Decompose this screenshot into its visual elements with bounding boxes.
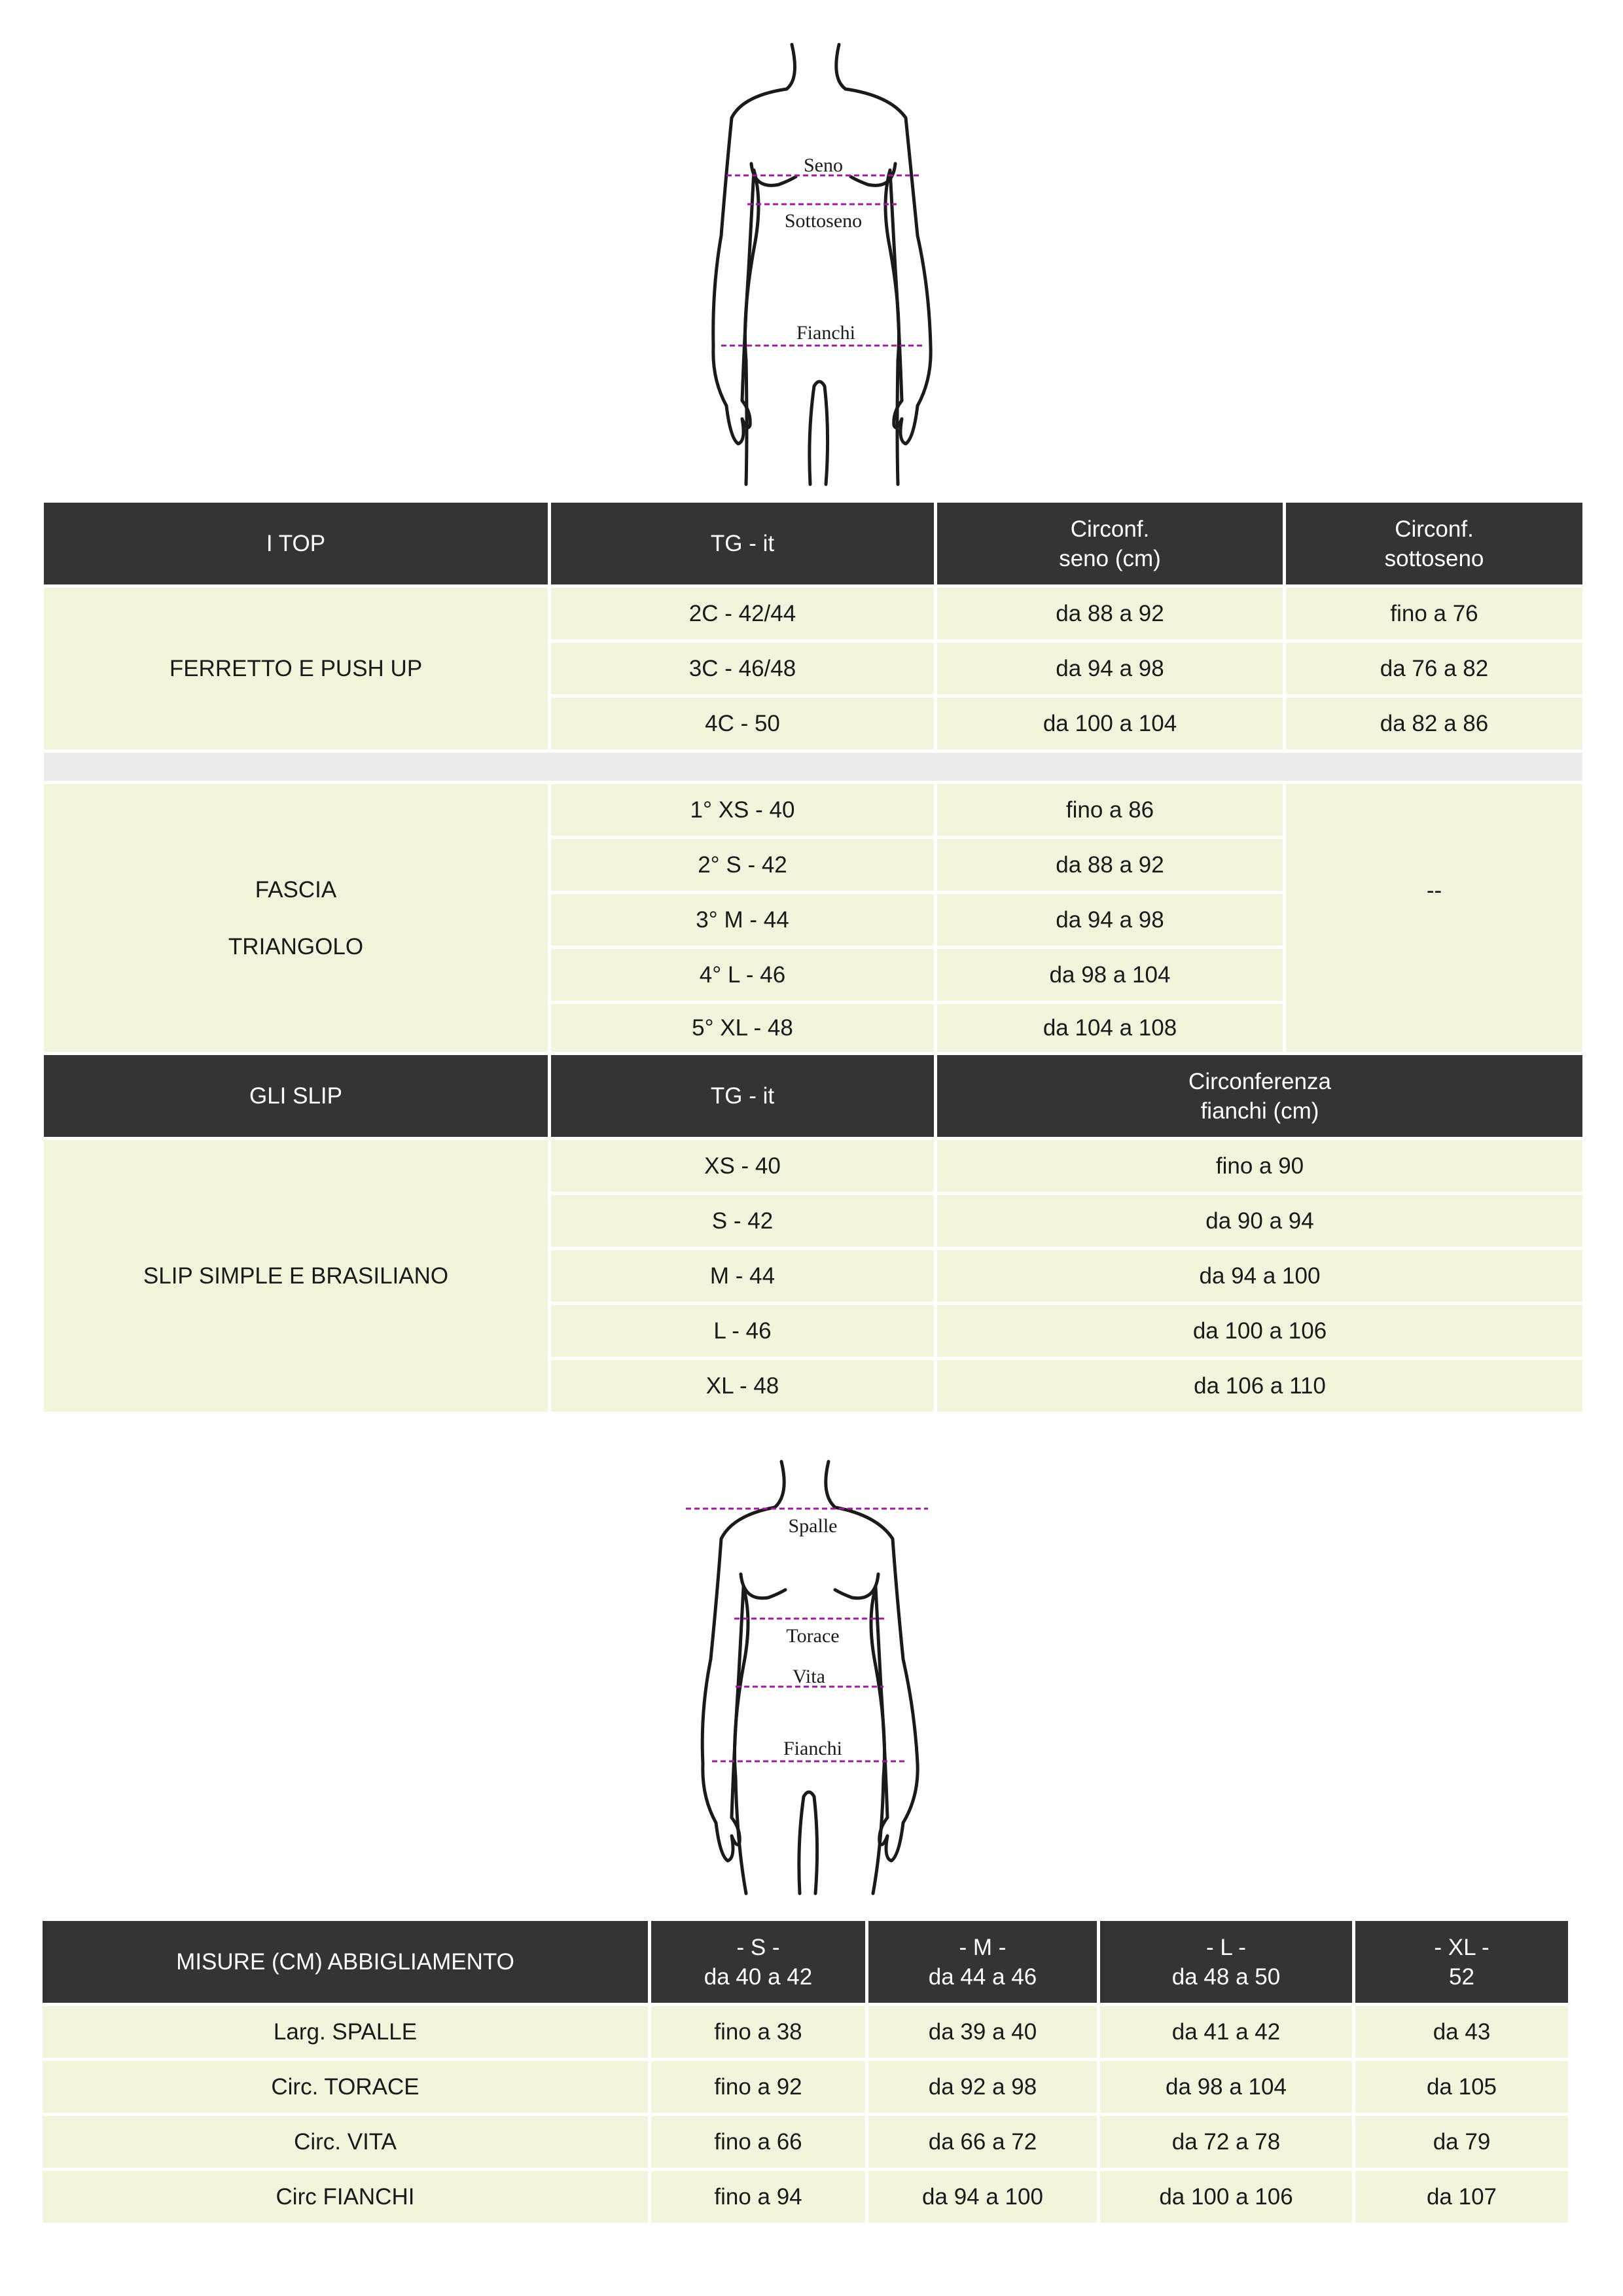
cell-tg: M - 44 — [550, 1249, 936, 1304]
table-row — [41, 2170, 1570, 2225]
clothing-size-table — [39, 1918, 1571, 2226]
cell-l: da 98 a 104 — [1099, 2060, 1354, 2115]
table-separator — [43, 751, 1584, 783]
cell-m: da 66 a 72 — [867, 2115, 1099, 2170]
cell-sottoseno: da 76 a 82 — [1285, 641, 1584, 696]
clothing-body-figure — [668, 1456, 969, 1901]
header-size-l: - L - da 48 a 50 — [1099, 1920, 1354, 2005]
header-size-xl: - XL - 52 — [1354, 1920, 1570, 2005]
cell-tg: XL - 48 — [550, 1359, 936, 1414]
label-torace: Torace — [786, 1625, 840, 1647]
cell-tg: L - 46 — [550, 1304, 936, 1359]
cell-seno: da 88 a 92 — [936, 838, 1285, 893]
table-row — [43, 783, 1584, 838]
cell-fianchi: da 94 a 100 — [936, 1249, 1584, 1304]
cell-l: da 41 a 42 — [1099, 2005, 1354, 2060]
cell-seno: da 98 a 104 — [936, 948, 1285, 1003]
table-row — [41, 2060, 1570, 2115]
cell-tg: 3C - 46/48 — [550, 641, 936, 696]
cell-sottoseno: fino a 76 — [1285, 586, 1584, 641]
top-and-slip-size-table — [41, 499, 1586, 1415]
cell-measure-label: Circ FIANCHI — [41, 2170, 650, 2225]
cell-seno: da 88 a 92 — [936, 586, 1285, 641]
cell-s: fino a 92 — [650, 2060, 867, 2115]
cell-seno: da 104 a 108 — [936, 1003, 1285, 1054]
cell-xl: da 43 — [1354, 2005, 1570, 2060]
cell-measure-label: Circ. VITA — [41, 2115, 650, 2170]
cell-tg: 2C - 42/44 — [550, 586, 936, 641]
table-row — [41, 2005, 1570, 2060]
cell-s: fino a 66 — [650, 2115, 867, 2170]
clothing-table-header — [41, 1920, 1570, 2005]
cell-m: da 94 a 100 — [867, 2170, 1099, 2225]
header-circonferenza-fianchi: Circonferenza fianchi (cm) — [936, 1054, 1584, 1139]
cell-tg: 4C - 50 — [550, 696, 936, 751]
label-fianchi: Fianchi — [783, 1738, 842, 1759]
label-spalle: Spalle — [788, 1515, 838, 1537]
slip-table-header — [43, 1054, 1584, 1139]
group-label-ferretto: FERRETTO E PUSH UP — [43, 586, 550, 751]
cell-fianchi: da 90 a 94 — [936, 1194, 1584, 1249]
cell-tg: 4° L - 46 — [550, 948, 936, 1003]
cell-fianchi: da 100 a 106 — [936, 1304, 1584, 1359]
cell-l: da 100 a 106 — [1099, 2170, 1354, 2225]
header-size-m: - M - da 44 a 46 — [867, 1920, 1099, 2005]
cell-sottoseno: da 82 a 86 — [1285, 696, 1584, 751]
header-misure-abbigliamento: MISURE (CM) ABBIGLIAMENTO — [41, 1920, 650, 2005]
cell-fianchi: da 106 a 110 — [936, 1359, 1584, 1414]
cell-m: da 39 a 40 — [867, 2005, 1099, 2060]
label-sottoseno: Sottoseno — [784, 210, 863, 232]
group-label-fascia-triangolo: FASCIA TRIANGOLO — [43, 783, 550, 1054]
cell-xl: da 79 — [1354, 2115, 1570, 2170]
cell-tg: S - 42 — [550, 1194, 936, 1249]
header-i-top: I TOP — [43, 501, 550, 586]
cell-measure-label: Circ. TORACE — [41, 2060, 650, 2115]
cell-xl: da 105 — [1354, 2060, 1570, 2115]
header-circonf-seno: Circonf. seno (cm) — [936, 501, 1285, 586]
cell-s: fino a 94 — [650, 2170, 867, 2225]
cell-m: da 92 a 98 — [867, 2060, 1099, 2115]
cell-seno: fino a 86 — [936, 783, 1285, 838]
cell-s: fino a 38 — [650, 2005, 867, 2060]
cell-measure-label: Larg. SPALLE — [41, 2005, 650, 2060]
header-gli-slip: GLI SLIP — [43, 1054, 550, 1139]
cell-tg: 5° XL - 48 — [550, 1003, 936, 1054]
table-row — [43, 586, 1584, 641]
label-fianchi: Fianchi — [796, 322, 855, 344]
header-tg-it: TG - it — [550, 501, 936, 586]
cell-seno: da 94 a 98 — [936, 641, 1285, 696]
cell-seno: da 100 a 104 — [936, 696, 1285, 751]
header-circonf-sottoseno: Circonf. sottoseno — [1285, 501, 1584, 586]
cell-l: da 72 a 78 — [1099, 2115, 1354, 2170]
table-row — [43, 1139, 1584, 1194]
cell-sottoseno-empty: -- — [1285, 783, 1584, 1054]
cell-tg: 1° XS - 40 — [550, 783, 936, 838]
header-tg-it: TG - it — [550, 1054, 936, 1139]
header-size-s: - S - da 40 a 42 — [650, 1920, 867, 2005]
cell-fianchi: fino a 90 — [936, 1139, 1584, 1194]
cell-tg: 3° M - 44 — [550, 893, 936, 948]
cell-tg: XS - 40 — [550, 1139, 936, 1194]
cell-tg: 2° S - 42 — [550, 838, 936, 893]
table-row — [41, 2115, 1570, 2170]
top-table-header — [43, 501, 1584, 586]
cell-seno: da 94 a 98 — [936, 893, 1285, 948]
group-label-slip: SLIP SIMPLE E BRASILIANO — [43, 1139, 550, 1414]
cell-xl: da 107 — [1354, 2170, 1570, 2225]
label-vita: Vita — [793, 1666, 825, 1687]
label-seno: Seno — [804, 154, 843, 176]
female-body-figure — [674, 39, 982, 491]
